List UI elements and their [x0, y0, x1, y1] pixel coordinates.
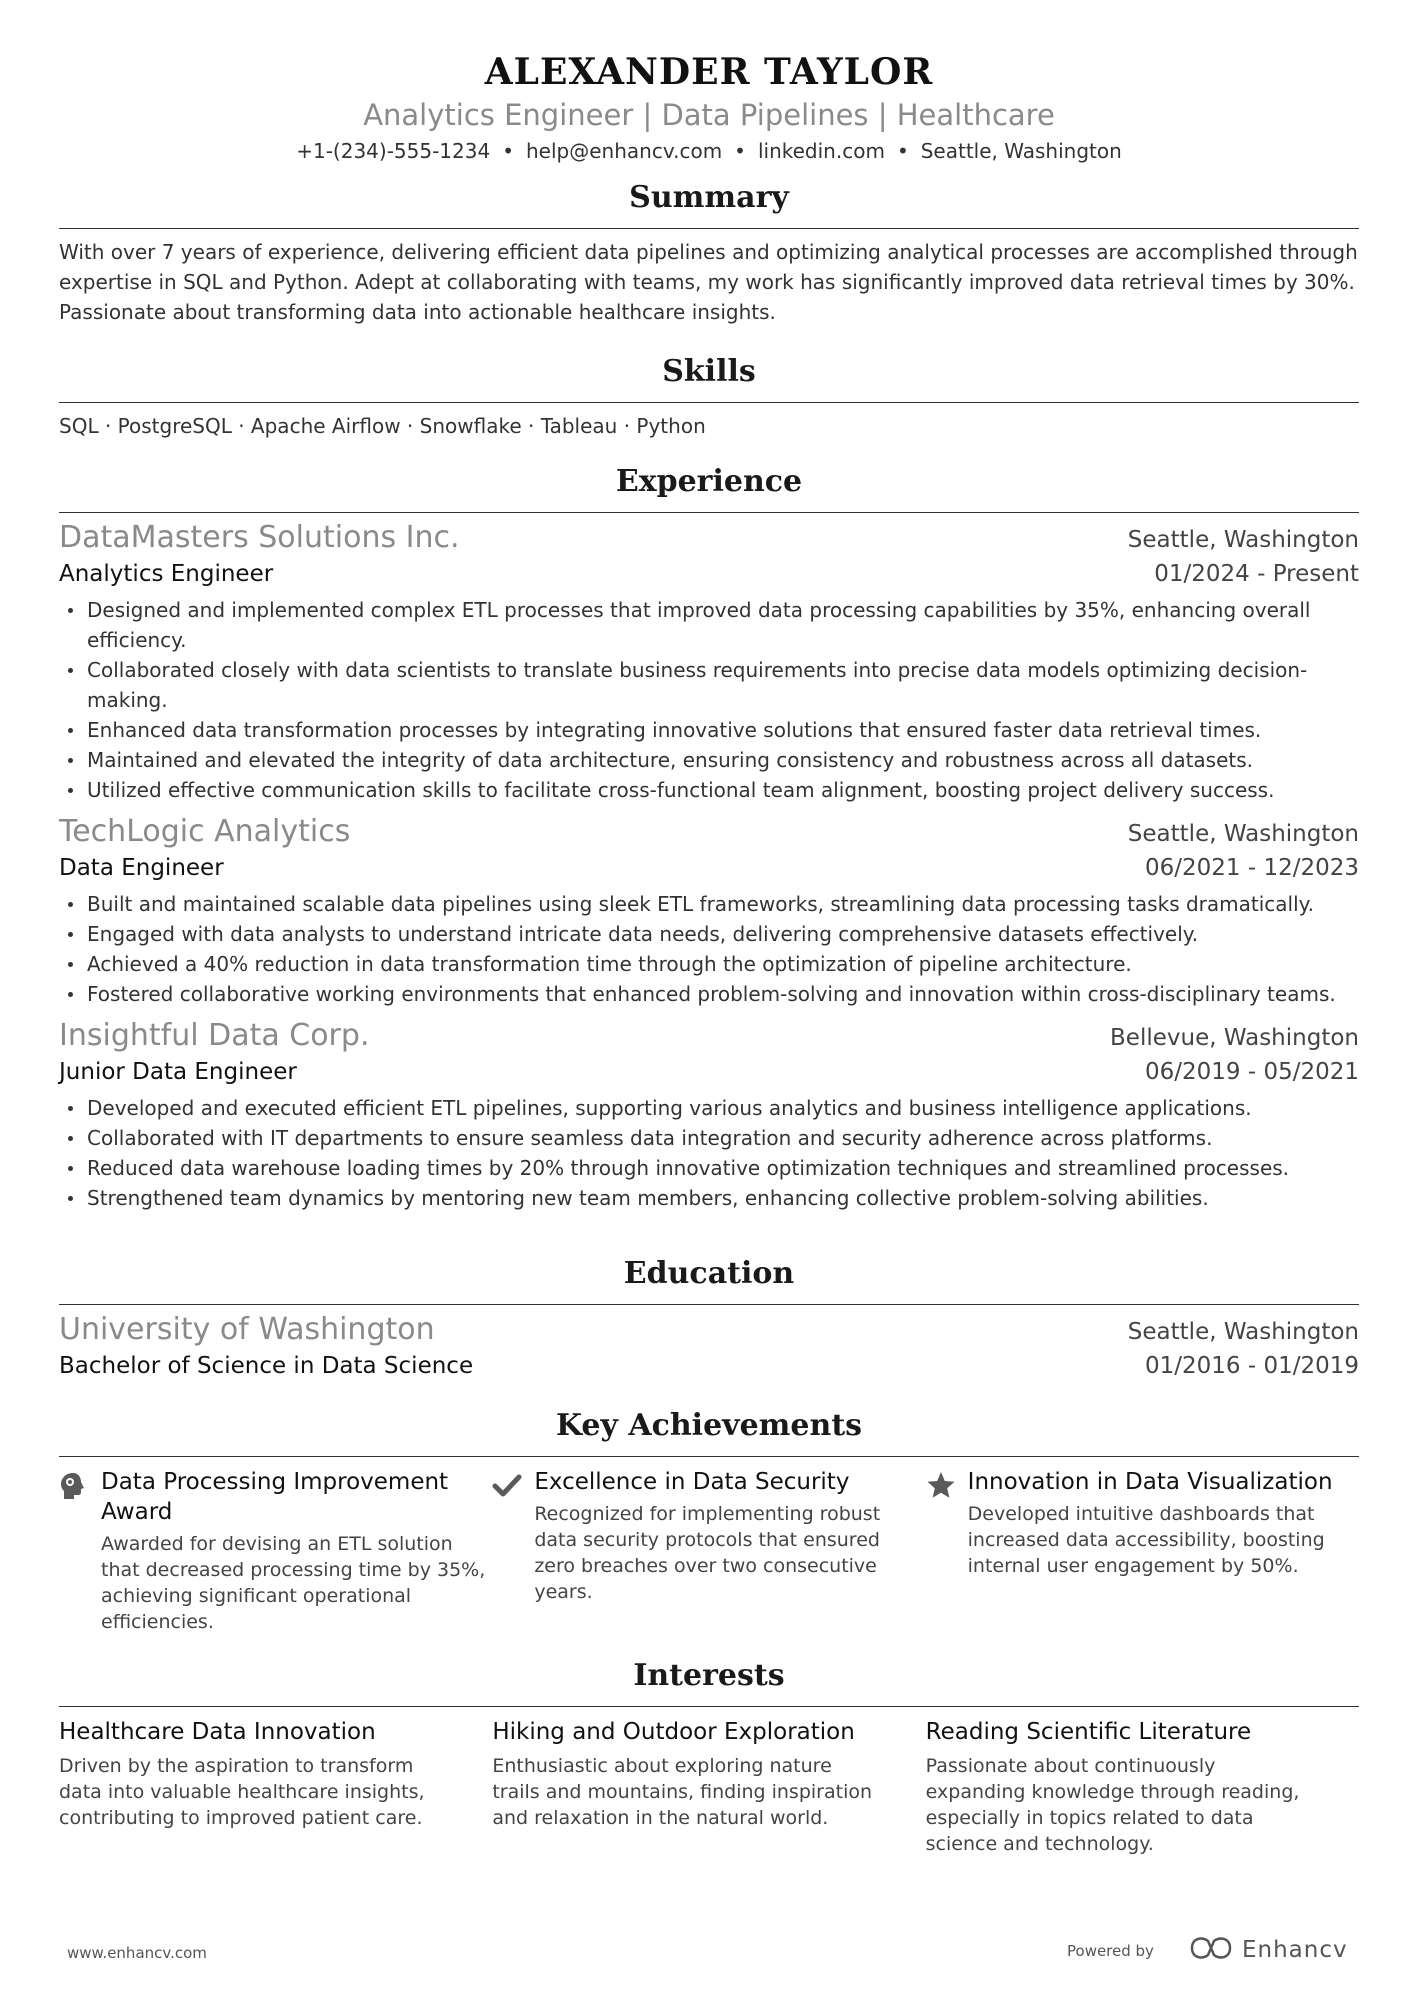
footer-powered-by: Powered by: [1067, 1942, 1154, 1960]
enhancv-logo-icon: [1188, 1936, 1234, 1964]
job-bullets: [59, 595, 1359, 805]
job-bullet: Reduced data warehouse loading times by 20% through innovative optimization techniques and streamlined processes.: [87, 1153, 1359, 1183]
enhancv-logo[interactable]: [1188, 1936, 1348, 1964]
footer-url[interactable]: www.enhancv.com: [67, 1944, 207, 1962]
job-bullet: Collaborated with IT departments to ensure seamless data integration and security adherence across platforms.: [87, 1123, 1359, 1153]
job-entry: [59, 813, 1359, 1009]
job-role: Junior Data Engineer: [59, 1059, 297, 1085]
education-dates: 01/2016 - 01/2019: [1144, 1353, 1359, 1379]
interest-item: [59, 1717, 492, 1857]
resume-header: [59, 0, 1359, 165]
contact-email[interactable]: help@enhancv.com: [526, 139, 723, 163]
job-bullet: Strengthened team dynamics by mentoring new team members, enhancing collective problem-solving abilities.: [87, 1183, 1359, 1213]
section-title-skills: Skills: [59, 352, 1359, 403]
section-title-achievements: Key Achievements: [59, 1406, 1359, 1457]
section-title-education: Education: [59, 1254, 1359, 1305]
checkmark-icon: [492, 1467, 534, 1635]
summary-section: [59, 178, 1359, 327]
page-footer: [0, 1937, 1410, 1970]
achievement-title: Innovation in Data Visualization: [967, 1469, 1333, 1495]
star-icon: [926, 1467, 968, 1635]
job-company: DataMasters Solutions Inc.: [59, 520, 460, 555]
job-bullet: Collaborated closely with data scientists to translate business requirements into precise data models optimizing decision-making.: [87, 655, 1359, 715]
job-bullets: [59, 1093, 1359, 1213]
job-bullet: Engaged with data analysts to understand intricate data needs, delivering comprehensive datasets effectively.: [87, 919, 1359, 949]
interests-section: [59, 1656, 1359, 1857]
brain-head-icon: [59, 1467, 101, 1635]
headline: Analytics Engineer | Data Pipelines | Healthcare: [363, 98, 1055, 132]
achievement-desc: Developed intuitive dashboards that increased data accessibility, boosting internal user engagement by 50%.: [967, 1503, 1325, 1577]
bullet-separator: •: [896, 139, 909, 163]
job-dates: 01/2024 - Present: [1154, 561, 1359, 587]
job-bullets: [59, 889, 1359, 1009]
job-bullet: Developed and executed efficient ETL pipelines, supporting various analytics and business intelligence applications.: [87, 1093, 1359, 1123]
enhancv-brand: Enhancv: [1242, 1937, 1348, 1963]
section-title-interests: Interests: [59, 1656, 1359, 1707]
achievement-desc: Awarded for devising an ETL solution that decreased processing time by 35%, achieving significant operational efficiencies.: [101, 1533, 486, 1633]
job-company: Insightful Data Corp.: [59, 1018, 370, 1053]
interest-item: [492, 1717, 925, 1857]
job-bullet: Achieved a 40% reduction in data transformation time through the optimization of pipeline architecture.: [87, 949, 1359, 979]
section-title-summary: Summary: [59, 178, 1359, 229]
job-bullet: Enhanced data transformation processes by integrating innovative solutions that ensured faster data retrieval times.: [87, 715, 1359, 745]
contact-location: Seattle, Washington: [920, 139, 1122, 163]
bullet-separator: •: [502, 139, 514, 163]
school-name: University of Washington: [59, 1312, 435, 1347]
candidate-name: ALEXANDER TAYLOR: [484, 51, 934, 93]
contact-phone: +1-(234)-555-1234: [296, 139, 491, 163]
resume-content: [59, 0, 1359, 1855]
interest-desc: Enthusiastic about exploring nature trails and mountains, finding inspiration and relaxation in the natural world.: [492, 1755, 873, 1829]
interest-desc: Driven by the aspiration to transform data into valuable healthcare insights, contributing to improved patient care.: [59, 1755, 425, 1829]
interests-grid: [59, 1717, 1359, 1857]
job-role: Analytics Engineer: [59, 561, 274, 587]
job-bullet: Utilized effective communication skills to facilitate cross-functional team alignment, boosting project delivery success.: [87, 775, 1359, 805]
achievement-item: [492, 1467, 925, 1635]
degree: Bachelor of Science in Data Science: [59, 1353, 474, 1379]
experience-section: [59, 462, 1359, 1213]
interest-title: Reading Scientific Literature: [925, 1719, 1252, 1745]
summary-text: With over 7 years of experience, delivering efficient data pipelines and optimizing analytical processes are accomplished through expertise in SQL and Python. Adept at collaborating with teams, my work has significantly improved data retrieval times by 30%. Passionate about transforming data into actionable healthcare insights.: [59, 240, 1358, 324]
interest-desc: Passionate about continuously expanding knowledge through reading, especially in topics related to data science and technology.: [925, 1755, 1300, 1855]
bullet-separator: •: [734, 139, 746, 163]
achievement-item: [59, 1467, 492, 1635]
achievement-desc: Recognized for implementing robust data security protocols that ensured zero breaches over two consecutive years.: [534, 1503, 881, 1603]
education-section: [59, 1254, 1359, 1383]
achievements-grid: [59, 1467, 1359, 1635]
achievement-item: [926, 1467, 1359, 1635]
job-dates: 06/2019 - 05/2021: [1144, 1059, 1359, 1085]
skills-section: [59, 352, 1359, 441]
skills-list: SQL · PostgreSQL · Apache Airflow · Snowflake · Tableau · Python: [59, 414, 706, 438]
interest-title: Hiking and Outdoor Exploration: [492, 1719, 855, 1745]
job-location: Seattle, Washington: [1127, 527, 1359, 553]
job-dates: 06/2021 - 12/2023: [1144, 855, 1359, 881]
job-location: Bellevue, Washington: [1110, 1025, 1359, 1051]
job-bullet: Maintained and elevated the integrity of data architecture, ensuring consistency and robustness across all datasets.: [87, 745, 1359, 775]
contact-linkedin[interactable]: linkedin.com: [757, 139, 885, 163]
job-entry: [59, 519, 1359, 805]
job-entry: [59, 1017, 1359, 1213]
job-role: Data Engineer: [59, 855, 224, 881]
job-company: TechLogic Analytics: [59, 814, 351, 849]
interest-title: Healthcare Data Innovation: [59, 1719, 376, 1745]
interest-item: [926, 1717, 1359, 1857]
achievement-title: Excellence in Data Security: [534, 1469, 850, 1495]
achievements-section: [59, 1406, 1359, 1635]
job-location: Seattle, Washington: [1127, 821, 1359, 847]
job-bullet: Fostered collaborative working environments that enhanced problem-solving and innovation within cross-disciplinary teams.: [87, 979, 1359, 1009]
job-bullet: Designed and implemented complex ETL processes that improved data processing capabilities by 35%, enhancing overall efficiency.: [87, 595, 1359, 655]
section-title-experience: Experience: [59, 462, 1359, 513]
school-location: Seattle, Washington: [1127, 1319, 1359, 1345]
job-bullet: Built and maintained scalable data pipelines using sleek ETL frameworks, streamlining data processing tasks dramatically.: [87, 889, 1359, 919]
contact-line: [59, 137, 1359, 165]
achievement-title: Data Processing Improvement Award: [101, 1469, 449, 1525]
